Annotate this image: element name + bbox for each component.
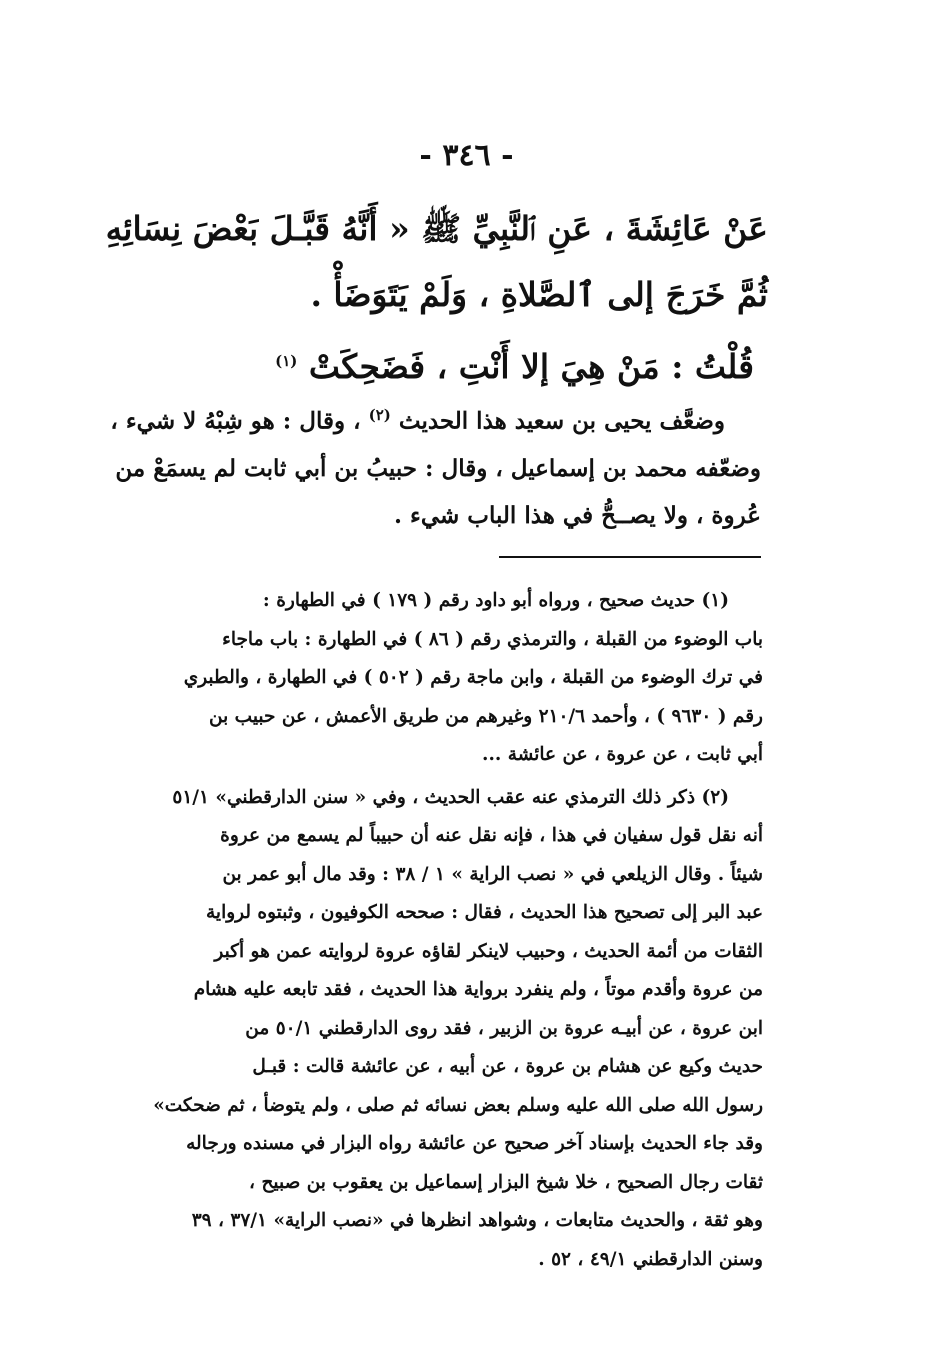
hadith-line-text: قُلْتُ : مَنْ هِيَ إلا أَنْتِ ، فَضَحِكَتْ	[308, 347, 754, 386]
footnote-line: رقم ( ٩٦٣٠ ) ، وأحمد ٢١٠/٦ وغيرهم من طريق الأعمش ، عن حبيب بن	[208, 705, 763, 727]
footnote-ref-2: (٢)	[368, 406, 391, 424]
footnote-line: شيئاً . وقال الزيلعي في « نصب الراية » ١ / ٣٨ : وقد مال أبو عمر بن	[222, 863, 763, 885]
commentary-paragraph	[110, 392, 761, 539]
hadith-line-with-footnote	[128, 328, 768, 400]
commentary-line: وضعّفه محمد بن إسماعيل ، وقال : حبيبُ بن أبي ثابت لم يسمَعْ من	[115, 454, 761, 482]
footnote-line: وسنن الدارقطني ٤٩/١ ، ٥٢ .	[538, 1248, 763, 1270]
hadith-text	[105, 196, 768, 400]
footnote-line: أنه نقل قول سفيان في هذا ، فإنه نقل عنه أن حبيباً لم يسمع من عروة	[220, 825, 763, 846]
footnotes-section	[123, 582, 763, 1283]
footnote-line: باب الوضوء من القبلة ، والترمذي رقم ( ٨٦ ) في الطهارة : باب ماجاء	[222, 628, 763, 650]
footnote-divider	[499, 556, 761, 558]
footnote-line: ثقات رجال الصحيح ، خلا شيخ البزار إسماعيل بن يعقوب بن صبيح ،	[249, 1171, 763, 1193]
footnote-ref-1: (١)	[275, 352, 298, 370]
footnote-line: رسول الله صلى الله عليه وسلم بعض نسائه ثم صلى ، ولم يتوضأ ، ثم ضحكت»	[153, 1094, 763, 1116]
commentary-line: عُروة ، ولا يصــحُّ في هذا الباب شيء .	[394, 501, 761, 529]
footnote-line: في ترك الوضوء من القبلة ، وابن ماجة رقم ( ٥٠٢ ) في الطهارة ، والطبري	[183, 667, 763, 688]
footnote-line: وهو ثقة ، والحديث متابعات ، وشواهد انظرها في «نصب الراية» ٣٧/١ ، ٣٩	[191, 1210, 763, 1231]
commentary-line	[110, 392, 761, 445]
footnote-1	[123, 582, 763, 775]
footnote-line: وقد جاء الحديث بإسناد آخر صحيح عن عائشة رواه البزار في مسنده ورجاله	[186, 1133, 763, 1154]
footnote-line: (١) حديث صحيح ، ورواه أبو داود رقم ( ١٧٩ ) في الطهارة :	[262, 590, 729, 611]
footnote-line: (٢) ذكر ذلك الترمذي عنه عقب الحديث ، وفي « سنن الدارقطني» ٥١/١	[172, 786, 729, 808]
hadith-line: ثُمَّ خَرَجَ إلى ٱلصَّلاةِ ، وَلَمْ يَتَوَضَأْ .	[310, 275, 768, 314]
hadith-line: عَنْ عَائِشَةَ ، عَنِ ٱلنَّبِيِّ ﷺ « أَنَّهُ قَبَّـلَ بَعْضَ نِسَائِهِ	[105, 209, 768, 248]
footnote-line: أبي ثابت ، عن عروة ، عن عائشة ...	[482, 744, 763, 765]
footnote-line: ابن عروة ، عن أبيـه عروة بن الزبير ، فقد روى الدارقطني ٥٠/١ من	[245, 1017, 763, 1039]
footnote-2	[123, 779, 763, 1280]
commentary-line-text: وضعَّف يحيى بن سعيد هذا الحديث	[398, 407, 725, 435]
footnote-line: حديث وكيع عن هشام بن عروة ، عن أبيه ، عن عائشة قالت : قبـل	[252, 1056, 763, 1077]
commentary-line-text: ، وقال : هو شِبْهُ لا شيء ،	[110, 407, 361, 435]
footnote-line: عبد البر إلى تصحيح هذا الحديث ، فقال : صححه الكوفيون ، وثبتوه لرواية	[206, 902, 763, 923]
footnote-line: الثقات من أئمة الحديث ، وحبيب لاينكر لقاؤه عروة لروايته عمن هو أكبر	[214, 940, 763, 962]
page-number: - ٣٤٦ -	[419, 138, 514, 173]
footnote-line: من عروة وأقدم موتاً ، ولم ينفرد برواية هذا الحديث ، فقد تابعه عليه هشام	[193, 979, 763, 1000]
